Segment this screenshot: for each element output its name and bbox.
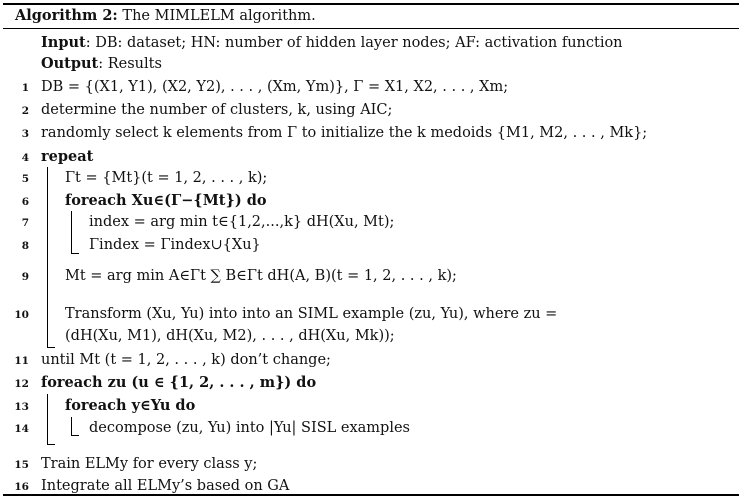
line-text: index = arg min t∈{1,2,...,k} dH(Xu, Mt); (89, 214, 395, 230)
foreach-outer-foot (47, 444, 55, 445)
caption-rule (3, 28, 739, 29)
repeat-block-bar (47, 167, 48, 347)
algorithm-caption (15, 7, 316, 24)
line-text: DB = {(X1, Y1), (X2, Y2), . . . , (Xm, Ym)}, Γ = X1, X2, . . . , Xm; (41, 79, 509, 95)
line-text: Γt = {Mt}(t = 1, 2, . . . , k); (65, 170, 268, 186)
line-number: 6 (21, 196, 29, 208)
input-text: : DB: dataset; HN: number of hidden layer nodes; AF: activation function (85, 35, 623, 51)
line-text: Transform (Xu, Yu) into into an SIML example (zu, Yu), where zu = (65, 306, 558, 322)
line-number: 10 (14, 309, 29, 321)
line-text: decompose (zu, Yu) into |Yu| SISL examples (89, 420, 410, 436)
output-text: : Results (98, 56, 162, 72)
line-number: 16 (14, 481, 29, 493)
line-number: 14 (14, 423, 29, 435)
foreach-line-text: foreach zu (u ∈ {1, 2, . . . , m}) do (41, 374, 317, 391)
line-text: randomly select k elements from Γ to initialize the k medoids {M1, M2, . . . , Mk}; (41, 125, 648, 141)
line-number: 1 (21, 82, 29, 94)
line-text: determine the number of clusters, k, using AIC; (41, 102, 393, 118)
line-text: Integrate all ELMy’s based on GA (41, 478, 290, 494)
line-text: Mt = arg min A∈Γt ∑ B∈Γt dH(A, B)(t = 1, 2, . . . , k); (65, 268, 457, 284)
until-line-text: until Mt (t = 1, 2, . . . , k) don’t change; (41, 352, 331, 368)
repeat-block-foot (47, 347, 55, 348)
line-number: 8 (21, 240, 29, 252)
line-number: 12 (14, 378, 29, 390)
line-number: 11 (14, 355, 29, 367)
line-text: Train ELMy for every class y; (41, 456, 258, 472)
line-number: 13 (14, 401, 29, 413)
line-text: Γindex = Γindex∪{Xu} (89, 237, 261, 253)
line-number: 9 (21, 271, 29, 283)
foreach-line-text: foreach Xu∈(Γ−{Mt}) do (65, 192, 267, 209)
line-number: 5 (21, 173, 29, 185)
line-number: 3 (21, 128, 29, 140)
line-number: 2 (21, 105, 29, 117)
line-text: (dH(Xu, M1), dH(Xu, M2), . . . , dH(Xu, Mk)); (65, 328, 395, 344)
foreach-block-bar (71, 211, 72, 253)
caption-title: The MIMLELM algorithm. (122, 8, 316, 24)
bottom-rule (3, 494, 739, 496)
foreach-inner-bar (71, 417, 72, 435)
top-rule (3, 3, 739, 5)
input-keyword: Input (41, 34, 86, 51)
caption-label: Algorithm 2: (15, 7, 118, 24)
repeat-keyword: repeat (41, 148, 94, 165)
line-number: 7 (21, 217, 29, 229)
foreach-outer-bar (47, 394, 48, 444)
foreach-inner-foot (71, 435, 79, 436)
foreach-block-foot (71, 253, 79, 254)
output-keyword: Output (41, 55, 99, 72)
line-number: 4 (21, 152, 29, 164)
line-number: 15 (14, 459, 29, 471)
algorithm-box (3, 3, 739, 497)
foreach-line-text: foreach y∈Yu do (65, 397, 196, 414)
